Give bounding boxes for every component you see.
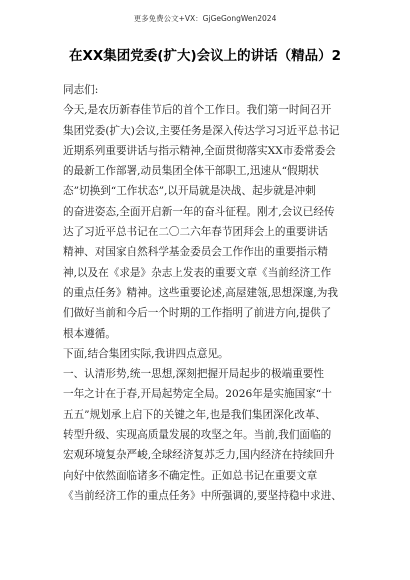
body-line: 五五”规划承上启下的关键之年,也是我们集团深化改革、 bbox=[63, 408, 327, 421]
body-line: 神,以及在《求是》杂志上发表的重要文章《当前经济工作 bbox=[63, 266, 332, 279]
header-note: 更多免费公文+VX：GjGeGongWen2024 bbox=[133, 14, 277, 23]
body-line: 一年之计在于春,开局起势定全局。2026年是实施国家“十 bbox=[63, 388, 332, 401]
body-line: 今天,是农历新春佳节后的首个工作日。我们第一时间召开 bbox=[63, 104, 332, 117]
body-line: 转型升级、实现高质量发展的攻坚之年。当前,我们面临的 bbox=[63, 429, 332, 442]
body-line: 的重点任务》精神。这些重要论述,高屋建瓴,思想深邃,为我 bbox=[63, 286, 338, 299]
body-line: 的奋进姿态,全面开启新一年的奋斗征程。刚才,会议已经传 bbox=[63, 205, 335, 218]
body-line: 《当前经济工作的重点任务》中所强调的,要坚持稳中求进、 bbox=[63, 489, 342, 502]
section-heading: 一、认清形势,统一思想,深刻把握开局起步的极端重要性 bbox=[63, 368, 324, 381]
body-line: 下面,结合集团实际,我讲四点意见。 bbox=[63, 347, 229, 360]
body-line: 近期系列重要讲话与指示精神,全面贯彻落实XX市委常委会 bbox=[63, 144, 336, 157]
body-line: 精神、对国家自然科学基金委员会工作作出的重要指示精 bbox=[63, 246, 328, 259]
body-line: 宏观环境复杂严峻,全球经济复苏乏力,国内经济在持续回升 bbox=[63, 449, 335, 462]
body-line: 向好中依然面临诸多不确定性。正如总书记在重要文章 bbox=[63, 469, 318, 482]
body-line: 同志们: bbox=[63, 84, 99, 96]
body-line: 集团党委(扩大)会议,主要任务是深入传达学习习近平总书记 bbox=[63, 124, 340, 137]
body-line: 达了习近平总书记在二〇二六年春节团拜会上的重要讲话 bbox=[63, 226, 328, 239]
body-line: 们做好当前和今后一个时期的工作指明了前进方向,提供了 bbox=[63, 307, 332, 320]
document-title: 在XX集团党委(扩大)会议上的讲话（精品）2 bbox=[68, 48, 342, 64]
body-line: 根本遵循。 bbox=[63, 327, 116, 340]
body-line: 的最新工作部署,动员集团全体干部职工,迅速从“假期状 bbox=[63, 165, 319, 178]
document-body bbox=[63, 80, 353, 506]
body-line: 态”切换到“工作状态”,以开局就是决战、起步就是冲刺 bbox=[63, 185, 316, 198]
